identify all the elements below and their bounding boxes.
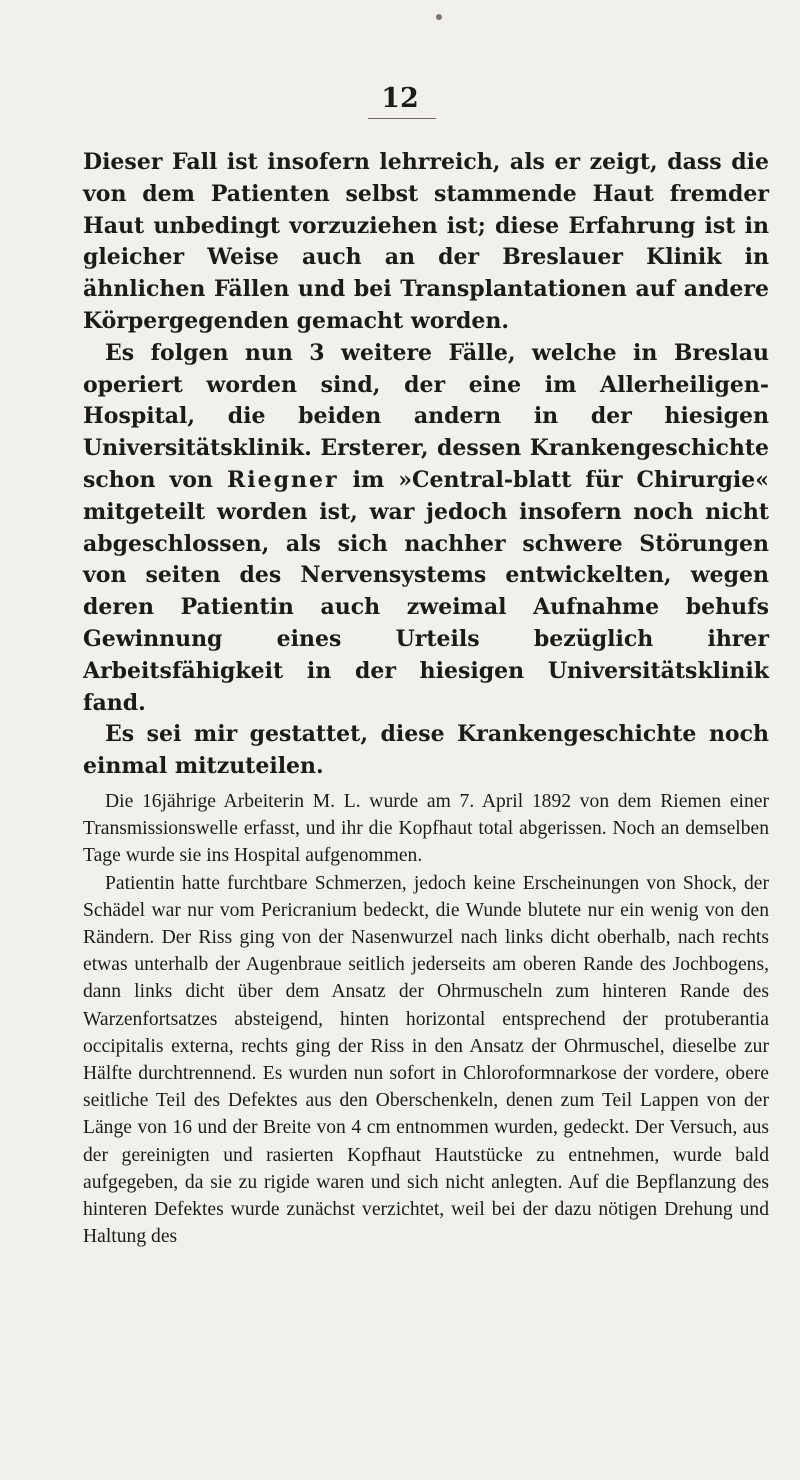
case-paragraph-2: Patientin hatte furchtbare Schmerzen, jedoch keine Erscheinungen von Shock, der Schädel war nur vom Pericranium bedeckt, die Wunde blutete nur ein wenig von den Rändern. Der Riss ging von der Nasenwurzel nach links dicht oberhalb, nach rechts etwas unterhalb der Augenbraue seitlich jederseits am oberen Rande des Jochbogens, dann links dicht über dem Ansatz der Ohrmuscheln zum hinteren Rande des Warzenfortsatzes absteigend, hinten horizontal entsprechend der protuberantia occipitalis externa, rechts ging der Riss in den Ansatz der Ohrmuschel, dieselbe zur Hälfte durchtrennend. Es wurden nun sofort in Chloroformnarkose der vordere, obere seitliche Teil des Defektes aus den Oberschenkeln, denen zum Teil Lappen von der Länge von 16 und der Breite von 4 cm entnommen wurden, gedeckt. Der Versuch, aus der gereinigten und rasierten Kopfhaut Hautstücke zu entnehmen, wurde bald aufgegeben, da sie zu rigide waren und sich nicht anlegten. Auf die Bepflanzung des hinteren Defektes wurde zunächst verzichtet, weil bei der dazu nötigen Drehung und Haltung des xyxy=(83,872,769,1248)
paragraph-2 xyxy=(83,338,769,720)
page-number-rule xyxy=(368,118,436,119)
author-name: Riegner xyxy=(226,466,339,493)
speck-mark xyxy=(436,14,442,20)
paragraph-2-text-b: im »Central-blatt für Chirurgie« mitgeteilt worden ist, war jedoch insofern noch nicht abgeschlossen, als sich nachher schwere Störungen von seiten des Nervensystems entwickelten, wegen deren Patientin auch zweimal Aufnahme behufs Gewinnung eines Urteils bezüglich ihrer Arbeitsfähigkeit in der hiesigen Universitätsklinik fand. xyxy=(83,466,769,716)
page-number: 12 xyxy=(381,83,419,114)
case-paragraph-1: Die 16jährige Arbeiterin M. L. wurde am 7. April 1892 von dem Riemen einer Transmissionswelle erfasst, und ihr die Kopfhaut total abgerissen. Noch an demselben Tage wurde sie ins Hospital aufgenommen. xyxy=(83,790,769,867)
paragraph-3: Es sei mir gestattet, diese Krankengeschichte noch einmal mitzuteilen. xyxy=(83,721,769,780)
paragraph-1: Dieser Fall ist insofern lehrreich, als er zeigt, dass die von dem Patienten selbst stammende Haut fremder Haut unbedingt vorzuziehen ist; diese Erfahrung ist in gleicher Weise auch an der Breslauer Klinik in ähnlichen Fällen und bei Transplantationen auf andere Körpergegenden gemacht worden. xyxy=(83,149,769,334)
body-text xyxy=(83,147,769,1250)
paragraph-2-text-a: Es folgen nun 3 weitere Fälle, welche in Breslau operiert worden sind, der eine im Allerheiligen-Hospital, die beiden andern in der hiesigen Universitätsklinik. Ersterer, dessen Krankengeschichte schon von xyxy=(83,339,769,493)
